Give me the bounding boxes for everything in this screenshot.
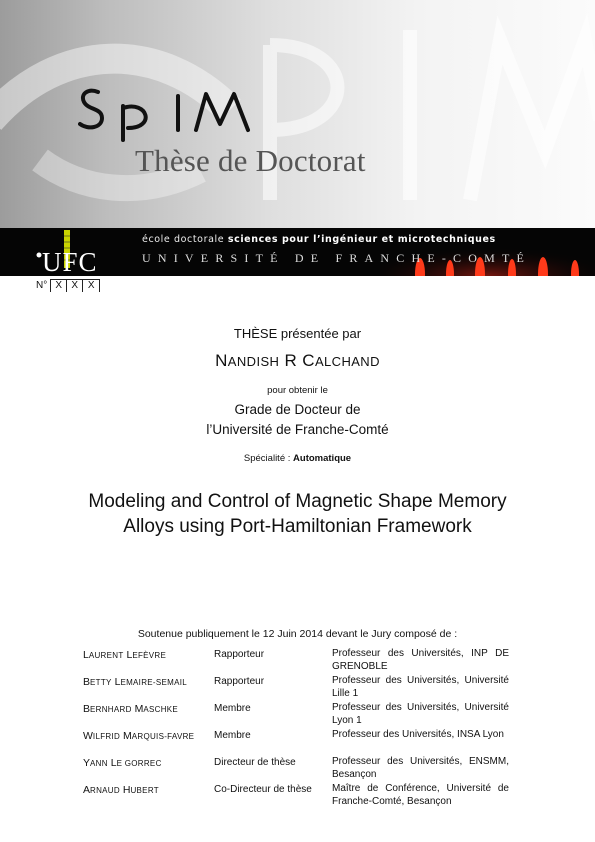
jury-member-name: BETTY LEMAIRE-SEMAIL: [83, 676, 188, 688]
specialty-label: Spécialité :: [243, 453, 294, 464]
jury-member-row: [83, 756, 509, 783]
jury-member-row: [83, 729, 509, 756]
thesis-title-line-1: Modeling and Control of Magnetic Shape Memory: [88, 491, 507, 512]
jury-member-role: Co-Directeur de thèse: [214, 784, 312, 795]
number-box: X: [82, 279, 100, 292]
jury-member-row: [83, 702, 509, 729]
jury-member-row: [83, 648, 509, 675]
jury-member-affiliation: Professeur des Universités, INP DE GRENOBLE: [332, 648, 509, 672]
jury-member-name: LAURENT LEFÈVRE: [83, 649, 167, 661]
grade-line-1: Grade de Docteur de: [234, 402, 361, 417]
grade-line-2: l’Université de Franche-Comté: [206, 422, 389, 437]
jury-member-name: YANN LE GORREC: [83, 757, 162, 769]
jury-member-name: BERNHARD MASCHKE: [83, 703, 179, 715]
jury-member-affiliation: Maître de Conférence, Université de Franche-Comté, Besançon: [332, 783, 509, 807]
doctoral-school-prefix: école doctorale: [142, 234, 225, 245]
jury-list: [83, 648, 509, 810]
header-banner: [0, 0, 595, 228]
jury-member-role: Rapporteur: [214, 676, 265, 687]
jury-member-role: Membre: [214, 730, 251, 741]
number-box: X: [50, 279, 66, 292]
number-label: N°: [36, 280, 48, 291]
jury-member-row: [83, 675, 509, 702]
pour-obtenir: pour obtenir le: [267, 385, 328, 396]
specialty: [0, 453, 595, 464]
jury-member-affiliation: Professeur des Universités, Université Lille 1: [332, 675, 509, 699]
thesis-title-line-2: Alloys using Port-Hamiltonian Framework: [123, 516, 472, 537]
jury-member-row: [83, 783, 509, 810]
jury-member-role: Rapporteur: [214, 649, 265, 660]
defense-statement: Soutenue publiquement le 12 Juin 2014 devant le Jury composé de :: [137, 628, 458, 640]
jury-member-affiliation: Professeur des Universités, INSA Lyon: [332, 729, 504, 740]
specialty-value: Automatique: [293, 453, 352, 464]
ufc-logo-text: UFC: [42, 247, 98, 277]
jury-member-affiliation: Professeur des Universités, ENSMM, Besançon: [332, 756, 509, 780]
presented-by: THÈSE présentée par: [233, 326, 362, 341]
document-type-title: Thèse de Doctorat: [135, 143, 366, 178]
university-name: UNIVERSITÉ DE FRANCHE-COMTÉ: [142, 251, 532, 265]
jury-member-affiliation: Professeur des Universités, Université Lyon 1: [332, 702, 509, 726]
spim-logo: [78, 78, 258, 142]
doctoral-school: [142, 234, 496, 245]
jury-member-name: ARNAUD HUBERT: [83, 784, 159, 796]
doctoral-school-name: sciences pour l’ingénieur et microtechniques: [227, 234, 496, 245]
jury-member-role: Directeur de thèse: [214, 757, 296, 768]
author-name: NANDISH R CALCHAND: [215, 351, 380, 370]
number-box: X: [66, 279, 82, 292]
jury-member-role: Membre: [214, 703, 251, 714]
jury-member-name: WILFRID MARQUIS-FAVRE: [83, 730, 195, 742]
thesis-number: [36, 279, 100, 292]
